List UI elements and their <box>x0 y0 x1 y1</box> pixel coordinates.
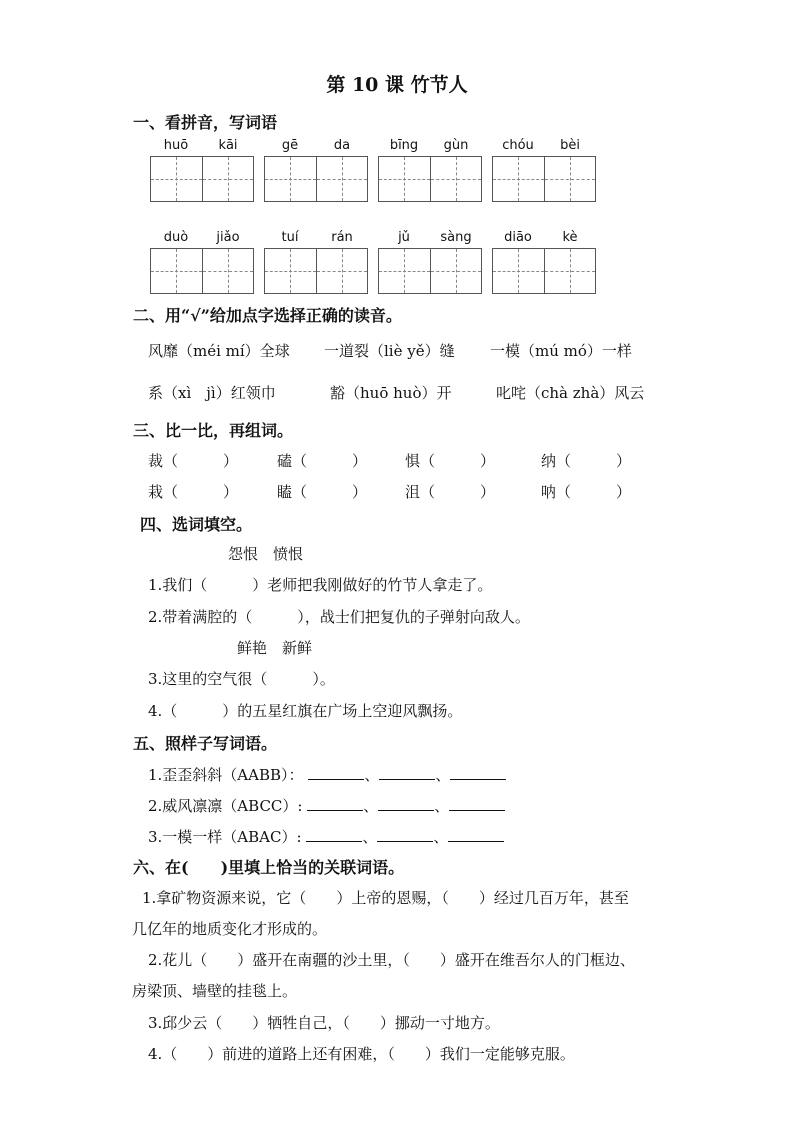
separator: 、 <box>435 766 451 784</box>
word-choices: 鲜艳 新鲜 <box>237 639 313 657</box>
answer-blank[interactable] <box>449 796 505 811</box>
pattern-example: 2.威风凛凛（ABCC）: <box>148 797 303 815</box>
fill-sentence-continued: 几亿年的地质变化才形成的。 <box>132 920 328 938</box>
writing-grid[interactable] <box>378 156 482 202</box>
compare-item[interactable]: 沮（ ） <box>405 483 496 501</box>
fill-sentence[interactable]: 3.邱少云（ ）牺牲自己，（ ）挪动一寸地方。 <box>148 1014 500 1032</box>
separator: 、 <box>433 828 449 846</box>
compare-item[interactable]: 惧（ ） <box>405 452 496 470</box>
pronunciation-item[interactable]: 叱咤（chà zhà）风云 <box>496 384 645 402</box>
answer-blank[interactable] <box>378 796 434 811</box>
compare-item[interactable]: 裁（ ） <box>148 452 239 470</box>
word-choices: 怨恨 愤恨 <box>228 545 304 563</box>
fill-sentence[interactable]: 1.拿矿物资源来说，它（ ）上帝的恩赐，（ ）经过几百万年，甚至 <box>142 889 629 907</box>
pinyin: rán <box>331 230 353 245</box>
pattern-line[interactable] <box>148 826 504 847</box>
writing-grid[interactable] <box>264 248 368 294</box>
pinyin: huō <box>163 138 189 153</box>
pinyin: diāo <box>504 230 532 245</box>
section-4-heading: 四、选词填空。 <box>140 515 253 534</box>
section-3-heading: 三、比一比，再组词。 <box>133 421 294 440</box>
pinyin: sàng <box>440 230 472 245</box>
writing-grid[interactable] <box>150 248 254 294</box>
section-6-heading: 六、在( )里填上恰当的关联词语。 <box>133 858 405 877</box>
pattern-example: 1.歪歪斜斜（AABB）： <box>148 766 304 784</box>
answer-blank[interactable] <box>307 796 363 811</box>
pinyin: duò <box>163 230 189 245</box>
answer-blank[interactable] <box>377 827 433 842</box>
fill-sentence[interactable]: 4.（ ）的五星红旗在广场上空迎风飘扬。 <box>148 702 463 720</box>
writing-grid[interactable] <box>492 156 596 202</box>
pinyin: jǔ <box>398 230 410 245</box>
pronunciation-item[interactable]: 豁（huō huò）开 <box>330 384 452 402</box>
compare-item[interactable]: 磕（ ） <box>277 452 368 470</box>
page-title: 第 10 课 竹节人 <box>326 74 468 96</box>
answer-blank[interactable] <box>308 765 364 780</box>
pinyin: bīng <box>389 138 419 153</box>
compare-item[interactable]: 瞌（ ） <box>277 483 368 501</box>
compare-item[interactable]: 呐（ ） <box>541 483 632 501</box>
writing-grid[interactable] <box>492 248 596 294</box>
pinyin: jiǎo <box>216 230 240 245</box>
section-2-heading: 二、用“√”给加点字选择正确的读音。 <box>133 306 402 325</box>
answer-blank[interactable] <box>306 827 362 842</box>
section-5-heading: 五、照样子写词语。 <box>133 734 278 753</box>
pinyin: chóu <box>502 138 534 153</box>
fill-sentence[interactable]: 3.这里的空气很（ ）。 <box>148 670 335 688</box>
pinyin: gē <box>281 138 299 153</box>
pattern-example: 3.一模一样（ABAC）: <box>148 828 302 846</box>
answer-blank[interactable] <box>450 765 506 780</box>
pinyin: kāi <box>218 138 238 153</box>
pronunciation-item[interactable]: 一道裂（liè yě）缝 <box>324 342 455 360</box>
pinyin: tuí <box>281 230 299 245</box>
pronunciation-item[interactable]: 一模（mú mó）一样 <box>490 342 632 360</box>
pronunciation-item[interactable]: 风靡（méi mí）全球 <box>148 342 290 360</box>
compare-item[interactable]: 纳（ ） <box>541 452 632 470</box>
compare-item[interactable]: 栽（ ） <box>148 483 239 501</box>
fill-sentence[interactable]: 2.带着满腔的（ ），战士们把复仇的子弹射向敌人。 <box>148 608 530 626</box>
section-1-heading: 一、看拼音，写词语 <box>133 113 278 132</box>
fill-sentence[interactable]: 1.我们（ ）老师把我刚做好的竹节人拿走了。 <box>148 576 493 594</box>
fill-sentence[interactable]: 2.花儿（ ）盛开在南疆的沙土里，（ ）盛开在维吾尔人的门框边、 <box>148 951 635 969</box>
writing-grid[interactable] <box>150 156 254 202</box>
pinyin: kè <box>562 230 578 245</box>
separator: 、 <box>362 828 378 846</box>
separator: 、 <box>364 766 380 784</box>
pinyin: da <box>333 138 351 153</box>
writing-grid[interactable] <box>378 248 482 294</box>
answer-blank[interactable] <box>379 765 435 780</box>
pinyin: bèi <box>560 138 580 153</box>
pattern-line[interactable] <box>148 764 506 785</box>
pattern-line[interactable] <box>148 795 505 816</box>
separator: 、 <box>434 797 450 815</box>
fill-sentence[interactable]: 4.（ ）前进的道路上还有困难，（ ）我们一定能够克服。 <box>148 1045 575 1063</box>
writing-grid[interactable] <box>264 156 368 202</box>
pinyin: gùn <box>443 138 469 153</box>
separator: 、 <box>363 797 379 815</box>
fill-sentence-continued: 房梁顶、墙壁的挂毯上。 <box>132 982 298 1000</box>
answer-blank[interactable] <box>448 827 504 842</box>
pronunciation-item[interactable]: 系（xì jì）红领巾 <box>148 384 276 402</box>
